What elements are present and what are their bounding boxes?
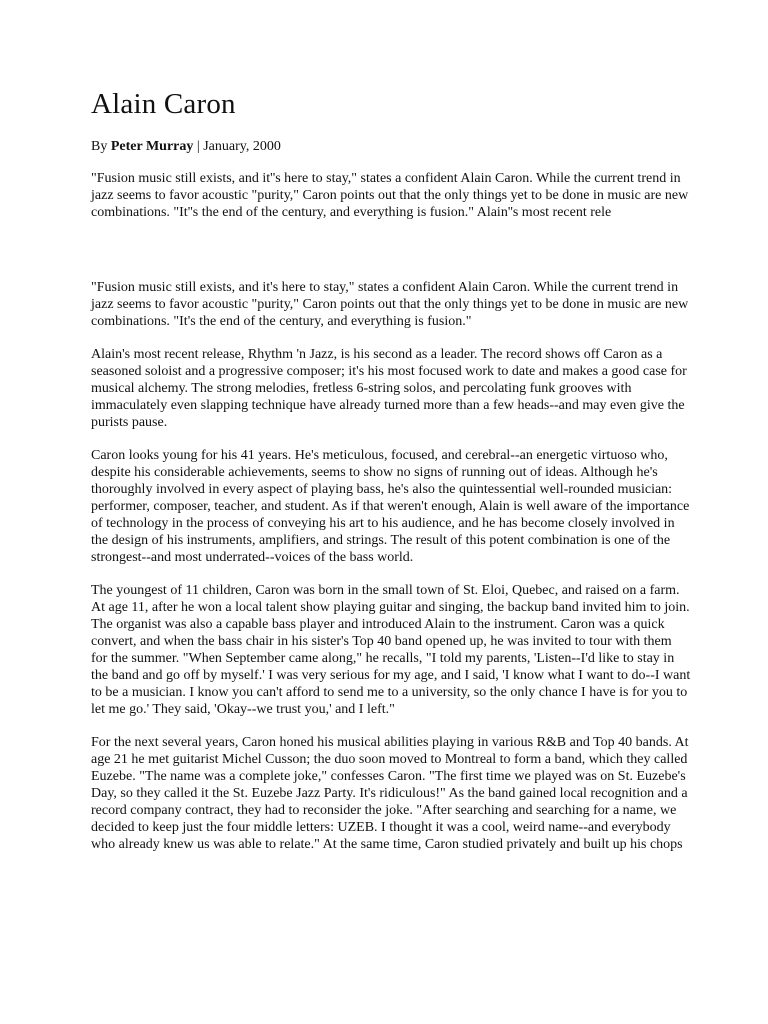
article-paragraph-4: The youngest of 11 children, Caron was born in the small town of St. Eloi, Quebec, and raised on a farm. At age 11, after he won a local talent show playing guitar and singing, the backup band invited him to join. The organist was also a capable bass player and introduced Alain to the instrument. Caron was a quick convert, and when the bass chair in his sister's Top 40 band opened up, he was invited to tour with them for the summer. "When September came along," he recalls, "I told my parents, 'Listen--I'd like to stay in the band and go off by myself.' I was very serious for my age, and I said, 'I know what I want to do--I want to be a musician. I know you can't afford to send me to a university, so the only chance I have is for you to let me go.' They said, 'Okay--we trust you,' and I left.": [91, 583, 691, 717]
byline: [91, 138, 691, 155]
article-paragraph-3: Caron looks young for his 41 years. He's meticulous, focused, and cerebral--an energetic virtuoso who, despite his considerable achievements, seems to show no signs of running out of ideas. Although he's thoroughly involved in every aspect of playing bass, he's also the quintessential well-rounded musician: performer, composer, teacher, and student. As if that weren't enough, Alain is well aware of the importance of technology in the process of conveying his art to his audience, and he has become closely involved in the design of his instruments, amplifiers, and strings. The result of this potent combination is one of the strongest--and most underrated--voices of the bass world.: [91, 448, 690, 565]
article-paragraph-1: "Fusion music still exists, and it's here to stay," states a confident Alain Caron. While the current trend in jazz seems to favor acoustic "purity," Caron points out that the only things yet to be done in music are new combinations. "It's the end of the century, and everything is fusion.": [91, 280, 689, 329]
article-paragraph-2: Alain's most recent release, Rhythm 'n Jazz, is his second as a leader. The record shows off Caron as a seasoned soloist and a progressive composer; it's his most focused work to date and makes a good case for musical alchemy. The strong melodies, fretless 6-string solos, and percolating funk grooves with immaculately even slapping technique have already turned more than a few heads--and may even give the purists pause.: [91, 347, 687, 430]
publish-date: January, 2000: [203, 139, 281, 154]
author-name: Peter Murray: [110, 139, 194, 154]
article: [91, 86, 691, 853]
byline-prefix: By: [91, 139, 111, 154]
byline-separator: |: [193, 139, 204, 154]
article-teaser: "Fusion music still exists, and it''s here to stay," states a confident Alain Caron. While the current trend in jazz seems to favor acoustic "purity," Caron points out that the only things yet to be done in music are new combinations. "It''s the end of the century, and everything is fusion." Alain''s most recent rele: [91, 171, 689, 220]
page-title: Alain Caron: [91, 88, 236, 120]
article-paragraph-5: For the next several years, Caron honed his musical abilities playing in various R&B and Top 40 bands. At age 21 he met guitarist Michel Cusson; the duo soon moved to Montreal to form a band, which they called Euzebe. "The name was a complete joke," confesses Caron. "The first time we played was on St. Euzebe's Day, so they called it the St. Euzebe Jazz Party. It's ridiculous!" As the band gained local recognition and a record company contract, they had to reconsider the joke. "After searching and searching for a name, we decided to keep just the four middle letters: UZEB. I thought it was a cool, weird name--and everybody who already knew us was able to relate." At the same time, Caron studied privately and built up his chops: [91, 735, 689, 852]
